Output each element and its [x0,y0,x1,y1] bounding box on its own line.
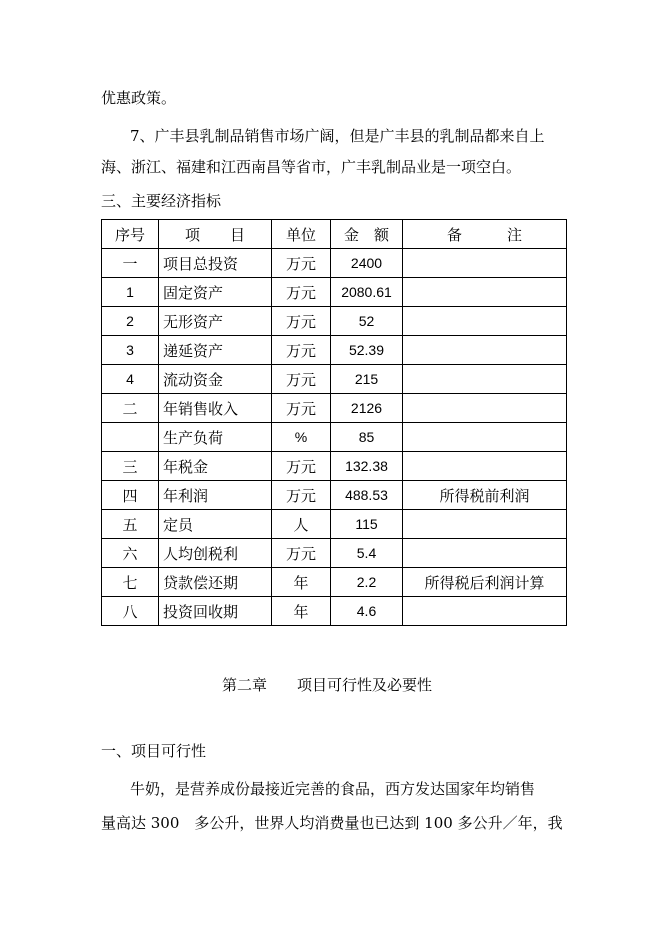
cell-unit: % [272,423,331,452]
cell-remark [403,394,567,423]
cell-item: 贷款偿还期 [159,568,272,597]
paragraph-line: 牛奶，是营养成份最接近完善的食品，西方发达国家年均销售 [130,780,536,798]
table-row [102,481,567,510]
cell-unit: 万元 [272,365,331,394]
cell-item: 递延资产 [159,336,272,365]
cell-index: 五 [102,510,159,539]
cell-amount: 115 [331,510,403,539]
cell-index: 3 [102,336,159,365]
cell-remark [403,539,567,568]
cell-remark: 所得税前利润 [403,481,567,510]
table-row [102,423,567,452]
cell-unit: 万元 [272,336,331,365]
cell-unit: 万元 [272,539,331,568]
cell-index: 一 [102,249,159,278]
cell-index: 七 [102,568,159,597]
header-cell: 金 额 [331,220,403,249]
cell-amount: 2126 [331,394,403,423]
cell-amount: 488.53 [331,481,403,510]
cell-amount: 132.38 [331,452,403,481]
cell-amount: 52.39 [331,336,403,365]
cell-item: 固定资产 [159,278,272,307]
cell-remark [403,307,567,336]
cell-unit: 万元 [272,278,331,307]
cell-index: 4 [102,365,159,394]
economic-indicators-table [101,219,567,626]
cell-unit: 万元 [272,481,331,510]
cell-remark [403,336,567,365]
table-row [102,278,567,307]
table-row [102,365,567,394]
cell-amount: 4.6 [331,597,403,626]
header-cell: 备 注 [403,220,567,249]
table-row [102,568,567,597]
paragraph-line: 优惠政策。 [101,89,177,107]
cell-unit: 年 [272,568,331,597]
cell-item: 流动资金 [159,365,272,394]
cell-index: 六 [102,539,159,568]
header-cell: 项 目 [159,220,272,249]
cell-index: 1 [102,278,159,307]
chapter-title: 第二章 项目可行性及必要性 [222,676,433,694]
table-header-row [102,220,567,249]
table-row [102,539,567,568]
table-row [102,597,567,626]
cell-item: 投资回收期 [159,597,272,626]
header-cell: 单位 [272,220,331,249]
cell-amount: 5.4 [331,539,403,568]
cell-remark [403,278,567,307]
cell-unit: 万元 [272,249,331,278]
cell-unit: 万元 [272,452,331,481]
table-row [102,510,567,539]
cell-remark [403,249,567,278]
cell-amount: 85 [331,423,403,452]
cell-unit: 年 [272,597,331,626]
cell-item: 年税金 [159,452,272,481]
table-row [102,336,567,365]
cell-index: 三 [102,452,159,481]
cell-index: 八 [102,597,159,626]
cell-item: 定员 [159,510,272,539]
cell-item: 无形资产 [159,307,272,336]
section-title: 一、项目可行性 [101,742,207,760]
section-title: 三、主要经济指标 [101,192,222,210]
cell-item: 项目总投资 [159,249,272,278]
table-row [102,394,567,423]
cell-unit: 人 [272,510,331,539]
cell-remark: 所得税后利润计算 [403,568,567,597]
cell-amount: 2400 [331,249,403,278]
cell-remark [403,452,567,481]
cell-index: 2 [102,307,159,336]
cell-item: 年利润 [159,481,272,510]
cell-amount: 2080.61 [331,278,403,307]
cell-item: 生产负荷 [159,423,272,452]
table-row [102,249,567,278]
cell-remark [403,365,567,394]
paragraph-line: 7、广丰县乳制品销售市场广阔，但是广丰县的乳制品都来自上 [130,127,545,145]
table-row [102,452,567,481]
cell-amount: 52 [331,307,403,336]
cell-remark [403,510,567,539]
cell-remark [403,597,567,626]
cell-remark [403,423,567,452]
cell-unit: 万元 [272,307,331,336]
cell-unit: 万元 [272,394,331,423]
cell-index: 四 [102,481,159,510]
cell-amount: 215 [331,365,403,394]
paragraph-line: 海、浙江、福建和江西南昌等省市，广丰乳制品业是一项空白。 [101,158,522,176]
cell-item: 年销售收入 [159,394,272,423]
cell-index: 二 [102,394,159,423]
table-row [102,307,567,336]
header-cell: 序号 [102,220,159,249]
cell-index [102,423,159,452]
paragraph-line: 量高达 300 多公升，世界人均消费量也已达到 100 多公升／年，我 [101,814,563,832]
cell-item: 人均创税利 [159,539,272,568]
cell-amount: 2.2 [331,568,403,597]
